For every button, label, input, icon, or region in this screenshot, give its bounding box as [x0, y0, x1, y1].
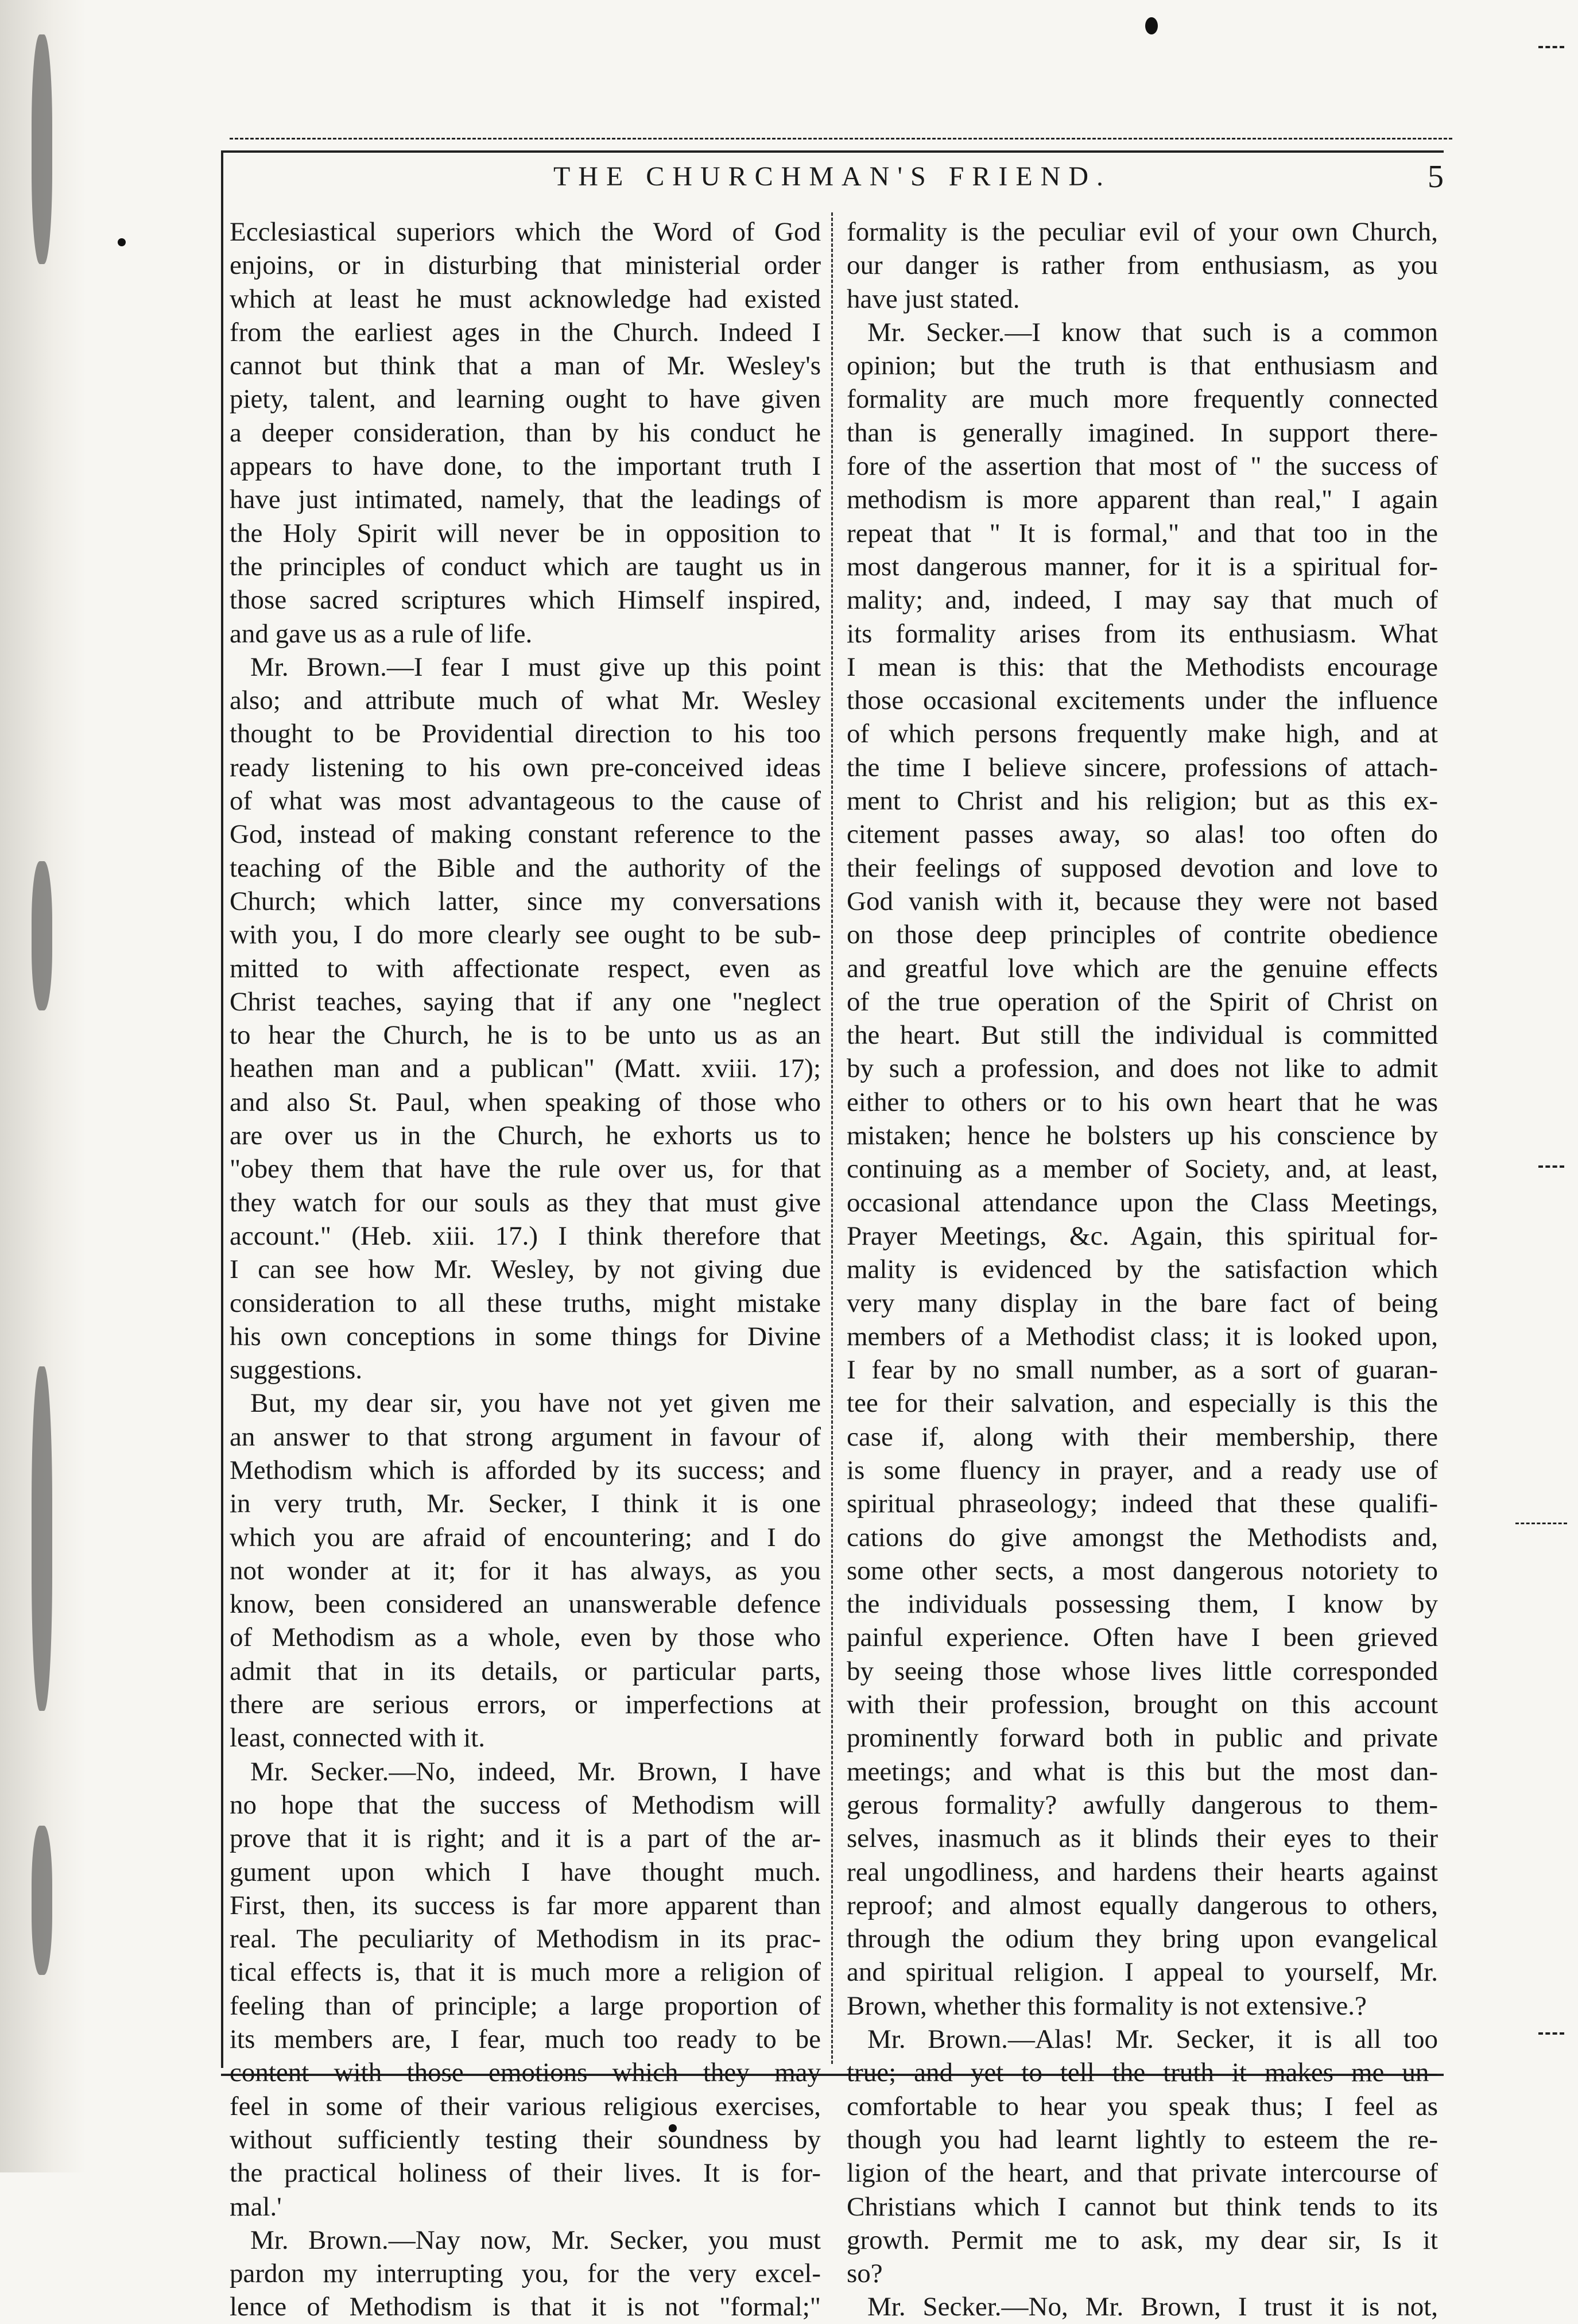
text-line: of which persons frequently make high, and at — [847, 719, 1438, 749]
text-line: tee for their salvation, and especially is this the — [847, 1388, 1438, 1419]
text-line: by such a profession, and does not like to admit — [847, 1053, 1438, 1084]
text-line: spiritual phraseology; indeed that these qualifi- — [847, 1489, 1438, 1519]
text-line: either to others or to his own heart that he was — [847, 1087, 1438, 1117]
text-line: pardon my interrupting you, for the very excel- — [230, 2259, 821, 2289]
text-line: to hear the Church, he is to be unto us as an — [230, 1020, 821, 1051]
text-line: his own conceptions in some things for Divine — [230, 1321, 821, 1351]
margin-mark — [1538, 2032, 1564, 2035]
text-line: painful experience. Often have I been grieved — [847, 1622, 1438, 1653]
text-line: admit that in its details, or particular parts, — [230, 1656, 821, 1686]
text-line: its formality arises from its enthusiasm. What — [847, 618, 1438, 649]
text-line: citement passes away, so alas! too often do — [847, 819, 1438, 850]
text-line: most dangerous manner, for it is a spiritual for- — [847, 551, 1438, 582]
text-line: meetings; and what is this but the most dan- — [847, 1756, 1438, 1787]
text-line: of the true operation of the Spirit of Christ on — [847, 986, 1438, 1017]
text-line: those sacred scriptures which Himself inspired, — [230, 585, 821, 615]
text-line: Mr. Brown.—I fear I must give up this point — [250, 652, 821, 682]
text-line: ment to Christ and his religion; but as this ex- — [847, 786, 1438, 816]
text-line: the heart. But still the individual is committed — [847, 1020, 1438, 1051]
text-line: case if, along with their membership, there — [847, 1421, 1438, 1452]
text-line: I can see how Mr. Wesley, by not giving due — [230, 1254, 821, 1285]
text-line: enjoins, or in disturbing that ministerial order — [230, 250, 821, 281]
text-line: there are serious errors, or imperfections at — [230, 1690, 821, 1720]
text-line: very many display in the bare fact of being — [847, 1288, 1438, 1318]
header-rule — [221, 150, 1444, 153]
margin-mark — [1538, 1165, 1564, 1168]
text-line: real ungodliness, and hardens their hearts against — [847, 1857, 1438, 1887]
right-column — [847, 215, 1438, 2324]
text-line: formality are much more frequently connected — [847, 384, 1438, 415]
text-line: members of a Methodist class; it is looked upon, — [847, 1321, 1438, 1351]
column-frame-left — [221, 150, 223, 2068]
text-line: continuing as a member of Society, and, at least, — [847, 1154, 1438, 1184]
text-line: Mr. Brown.—Nay now, Mr. Secker, you must — [250, 2225, 821, 2255]
text-line: tical effects is, that it is much more a religion of — [230, 1957, 821, 1988]
text-line: I mean is this: that the Methodists encourage — [847, 652, 1438, 682]
text-line: mistaken; hence he bolsters up his conscience by — [847, 1121, 1438, 1151]
text-line: appears to have done, to the important truth I — [230, 451, 821, 482]
text-line: so? — [847, 2259, 883, 2289]
text-line: Mr. Secker.—No, indeed, Mr. Brown, I have — [250, 1756, 821, 1787]
text-line: feel in some of their various religious exercises, — [230, 2091, 821, 2121]
text-line: on those deep principles of contrite obedience — [847, 920, 1438, 950]
text-line: consideration to all these truths, might mistake — [230, 1288, 821, 1318]
running-title: THE CHURCHMAN'S FRIEND. — [553, 161, 1112, 192]
text-line: lence of Methodism is that it is not "formal;" — [230, 2292, 821, 2322]
text-line: they watch for our souls as they that must give — [230, 1187, 821, 1218]
text-line: a deeper consideration, than by his conduct he — [230, 417, 821, 448]
text-line: opinion; but the truth is that enthusiasm and — [847, 351, 1438, 381]
column-divider — [831, 212, 833, 2064]
text-line: of Methodism as a whole, even by those who — [230, 1622, 821, 1653]
text-line: growth. Permit me to ask, my dear sir, Is it — [847, 2225, 1438, 2255]
text-line: in very truth, Mr. Secker, I think it is one — [230, 1489, 821, 1519]
text-line: have just stated. — [847, 284, 1020, 314]
text-line: with you, I do more clearly see ought to be sub- — [230, 920, 821, 950]
text-line: not wonder at it; for it has always, as you — [230, 1555, 821, 1586]
text-line: real. The peculiarity of Methodism in its prac- — [230, 1924, 821, 1954]
text-line: formality is the peculiar evil of your own Church, — [847, 217, 1438, 247]
text-line: reproof; and almost equally dangerous to others, — [847, 1890, 1438, 1920]
text-line: teaching of the Bible and the authority of the — [230, 853, 821, 883]
text-line: its members are, I fear, much too ready to be — [230, 2024, 821, 2055]
text-line: which you are afraid of encountering; and I do — [230, 1522, 821, 1552]
text-line: Christ teaches, saying that if any one "neglect — [230, 986, 821, 1017]
text-line: repeat that " It is formal," and that too in the — [847, 518, 1438, 548]
text-line: prominently forward both in public and private — [847, 1723, 1438, 1753]
text-line: and also St. Paul, when speaking of those who — [230, 1087, 821, 1117]
text-line: occasional attendance upon the Class Meetings, — [847, 1187, 1438, 1218]
text-line: Mr. Secker.—I know that such is a common — [867, 317, 1438, 347]
text-line: true; and yet to tell the truth it makes me un- — [847, 2058, 1438, 2088]
text-line: mal.' — [230, 2191, 282, 2222]
text-line: the time I believe sincere, professions of attach- — [847, 752, 1438, 783]
left-column — [230, 215, 821, 2324]
page-number: 5 — [1428, 159, 1444, 195]
text-line: "obey them that have the rule over us, for that — [230, 1154, 821, 1184]
text-line: with their profession, brought on this account — [847, 1690, 1438, 1720]
text-line: also; and attribute much of what Mr. Wesley — [230, 685, 821, 716]
text-line: Mr. Secker.—No, Mr. Brown, I trust it is not, — [867, 2292, 1438, 2322]
text-line: But, my dear sir, you have not yet given me — [250, 1388, 821, 1419]
text-line: fore of the assertion that most of " the success of — [847, 451, 1438, 482]
text-line: have just intimated, namely, that the leadings of — [230, 485, 821, 515]
text-line: the principles of conduct which are taught us in — [230, 551, 821, 582]
ink-spot — [1145, 17, 1158, 34]
text-line: account." (Heb. xiii. 17.) I think therefore that — [230, 1221, 821, 1251]
text-line: their feelings of supposed devotion and love to — [847, 853, 1438, 883]
text-line: is some fluency in prayer, and a ready use of — [847, 1455, 1438, 1485]
edge-stain — [32, 1826, 52, 1975]
text-line: those occasional excitements under the influence — [847, 685, 1438, 716]
text-line: an answer to that strong argument in favour of — [230, 1421, 821, 1452]
text-line: Methodism which is afforded by its success; and — [230, 1455, 821, 1485]
text-line: least, connected with it. — [230, 1723, 486, 1753]
margin-mark — [1515, 1523, 1567, 1524]
text-line: Mr. Brown.—Alas! Mr. Secker, it is all too — [867, 2024, 1438, 2055]
edge-stain — [32, 1366, 52, 1711]
text-line: comfortable to hear you speak thus; I feel as — [847, 2091, 1438, 2121]
text-line: than is generally imagined. In support there- — [847, 417, 1438, 448]
text-line: the Holy Spirit will never be in opposition to — [230, 518, 821, 548]
margin-mark — [1538, 46, 1564, 48]
text-line: I fear by no small number, as a sort of guaran- — [847, 1355, 1438, 1385]
text-line: the practical holiness of their lives. It is for- — [230, 2158, 821, 2189]
text-line: which at least he must acknowledge had existed — [230, 284, 821, 314]
text-line: mitted to with affectionate respect, even as — [230, 953, 821, 983]
text-line: Church; which latter, since my conversations — [230, 886, 821, 916]
text-line: selves, inasmuch as it blinds their eyes to their — [847, 1823, 1438, 1854]
ink-spot — [118, 238, 126, 246]
text-line: feeling than of principle; a large proportion of — [230, 1990, 821, 2021]
text-line: and greatful love which are the genuine effects — [847, 953, 1438, 983]
text-line: First, then, its success is far more apparent than — [230, 1890, 821, 1920]
text-line: know, been considered an unanswerable defence — [230, 1589, 821, 1620]
text-line: ligion of the heart, and that private intercourse of — [847, 2158, 1438, 2189]
text-line: Prayer Meetings, &c. Again, this spiritual for- — [847, 1221, 1438, 1251]
text-line: gerous formality? awfully dangerous to them- — [847, 1790, 1438, 1820]
text-line: thought to be Providential direction to his too — [230, 719, 821, 749]
text-line: without sufficiently testing their soundness by — [230, 2124, 821, 2155]
text-line: methodism is more apparent than real," I again — [847, 485, 1438, 515]
edge-stain — [32, 861, 52, 1010]
text-line: prove that it is right; and it is a part of the ar- — [230, 1823, 821, 1854]
text-line: heathen man and a publican" (Matt. xviii. 17); — [230, 1053, 821, 1084]
text-line: from the earliest ages in the Church. Indeed I — [230, 317, 821, 347]
text-line: and spiritual religion. I appeal to yourself, Mr. — [847, 1957, 1438, 1988]
top-rule — [230, 138, 1452, 140]
text-line: ready listening to his own pre-conceived ideas — [230, 752, 821, 783]
text-line: our danger is rather from enthusiasm, as you — [847, 250, 1438, 281]
text-line: some other sects, a most dangerous notoriety to — [847, 1555, 1438, 1586]
text-line: though you had learnt lightly to esteem the re- — [847, 2124, 1438, 2155]
text-line: cations do give amongst the Methodists and, — [847, 1522, 1438, 1552]
text-line: gument upon which I have thought much. — [230, 1857, 821, 1887]
text-line: no hope that the success of Methodism will — [230, 1790, 821, 1820]
text-line: the individuals possessing them, I know by — [847, 1589, 1438, 1620]
text-line: piety, talent, and learning ought to have given — [230, 384, 821, 415]
text-line: are over us in the Church, he exhorts us to — [230, 1121, 821, 1151]
text-line: and gave us as a rule of life. — [230, 618, 533, 649]
text-line: content with those emotions which they may — [230, 2058, 821, 2088]
text-line: suggestions. — [230, 1355, 363, 1385]
text-line: Ecclesiastical superiors which the Word of God — [230, 217, 821, 247]
edge-stain — [32, 34, 52, 264]
text-line: cannot but think that a man of Mr. Wesley's — [230, 351, 821, 381]
text-line: mality; and, indeed, I may say that much of — [847, 585, 1438, 615]
text-line: God vanish with it, because they were not based — [847, 886, 1438, 916]
text-line: God, instead of making constant reference to the — [230, 819, 821, 850]
text-line: mality is evidenced by the satisfaction which — [847, 1254, 1438, 1285]
text-line: of what was most advantageous to the cause of — [230, 786, 821, 816]
text-line: Christians which I cannot but think tends to its — [847, 2191, 1438, 2222]
text-line: by seeing those whose lives little corresponded — [847, 1656, 1438, 1686]
text-line: Brown, whether this formality is not extensive.? — [847, 1990, 1367, 2021]
text-line: through the odium they bring upon evangelical — [847, 1924, 1438, 1954]
